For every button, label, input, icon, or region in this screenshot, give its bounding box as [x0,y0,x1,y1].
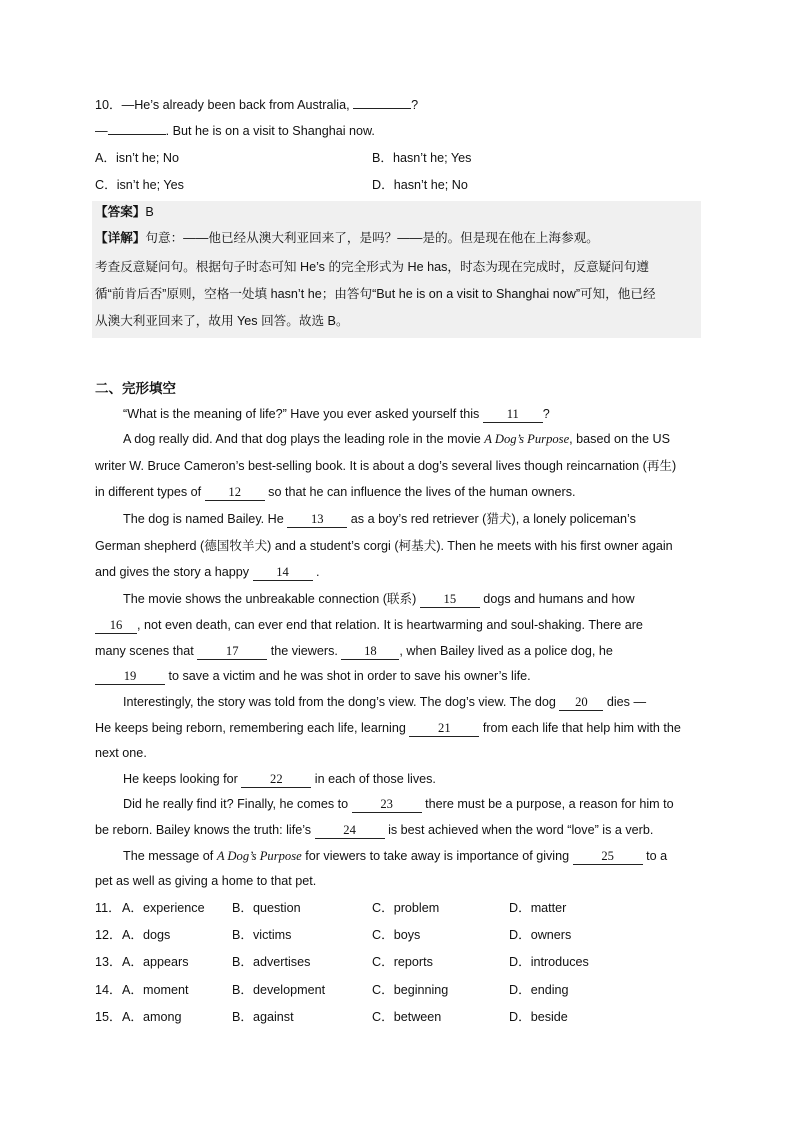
option-c[interactable]: C．boys [372,928,421,942]
blank-24: 24 [315,823,385,839]
blank-11: 11 [483,407,543,423]
blank-22: 22 [241,772,311,788]
passage-line: writer W. Bruce Cameron’s best-selling book. It is about a dog’s several lives though reincarnation (再生) [95,459,677,473]
option-a[interactable]: A．appears [122,955,189,969]
blank-20: 20 [559,695,603,711]
q10-option-d[interactable]: D．hasn’t he; No [372,178,468,192]
option-num: 14． [95,983,122,997]
passage-line: He keeps looking for 22 in each of those lives. [123,772,436,786]
detail-line-4: 从澳大利亚回来了，故用 Yes 回答。故选 B。 [95,314,349,328]
option-a[interactable]: A．experience [122,901,205,915]
q10-reply: — . But he is on a visit to Shanghai now. [95,124,375,138]
passage-line: He keeps being reborn, remembering each life, learning 21 from each life that help him with the [95,721,681,735]
option-c[interactable]: C．reports [372,955,433,969]
blank-15: 15 [420,592,480,608]
option-c[interactable]: C．beginning [372,983,449,997]
detail-line-2: 考查反意疑问句。根据句子时态可知 He’s 的完全形式为 He has，时态为现在完成时，反意疑问句遵 [95,260,649,274]
passage-line: A dog really did. And that dog plays the leading role in the movie A Dog’s Purpose, based on the US [123,432,670,446]
passage-line: pet as well as giving a home to that pet. [95,874,317,888]
option-num: 15． [95,1010,122,1024]
option-b[interactable]: B．development [232,983,326,997]
option-a[interactable]: A．among [122,1010,182,1024]
passage-line: next one. [95,746,147,760]
passage-line: in different types of 12 so that he can influence the lives of the human owners. [95,485,576,499]
option-d[interactable]: D．owners [509,928,572,942]
detail-line-3: 循“前肯后否”原则，空格一处填 hasn’t he；由答句“But he is on a visit to Shanghai now”可知，他已经 [95,287,656,301]
movie-title: A Dog’s Purpose [484,432,570,446]
q10-option-b[interactable]: B．hasn’t he; Yes [372,151,472,165]
option-b[interactable]: B．against [232,1010,294,1024]
blank-23: 23 [352,797,422,813]
q10-blank-1 [353,108,411,109]
option-d[interactable]: D．introduces [509,955,589,969]
section-heading: 二、完形填空 [95,381,176,396]
option-b[interactable]: B．victims [232,928,292,942]
blank-21: 21 [409,721,479,737]
option-num: 13． [95,955,122,969]
q10-stem: 10．—He’s already been back from Australia, ? [95,98,419,112]
passage-line: The dog is named Bailey. He 13 as a boy’s red retriever (猎犬), a lonely policeman’s [123,512,636,526]
passage-line: The message of A Dog’s Purpose for viewers to take away is importance of giving 25 to a [123,849,668,863]
blank-13: 13 [287,512,347,528]
option-c[interactable]: C．between [372,1010,442,1024]
passage-line: Interestingly, the story was told from the dong’s view. The dog’s view. The dog 20 dies — [123,695,647,709]
passage-line: and gives the story a happy 14 . [95,565,320,579]
blank-16: 16 [95,618,137,634]
movie-title: A Dog’s Purpose [216,849,302,863]
passage-line: German shepherd (德国牧羊犬) and a student’s corgi (柯基犬). Then he meets with his first owner again [95,539,673,553]
passage-line: many scenes that 17 the viewers. 18 , when Bailey lived as a police dog, he [95,644,613,658]
detail-line-1: 【详解】句意：——他已经从澳大利亚回来了，是吗？——是的。但是现在他在上海参观。 [95,231,599,245]
option-b[interactable]: B．question [232,901,301,915]
q10-option-c[interactable]: C．isn’t he; Yes [95,178,184,192]
option-num: 12． [95,928,122,942]
option-d[interactable]: D．ending [509,983,569,997]
q10-blank-2 [108,134,166,135]
blank-17: 17 [197,644,267,660]
option-c[interactable]: C．problem [372,901,440,915]
passage-line: “What is the meaning of life?” Have you ever asked yourself this 11 ? [123,407,550,421]
option-num: 11． [95,901,121,915]
option-b[interactable]: B．advertises [232,955,311,969]
option-d[interactable]: D．matter [509,901,567,915]
blank-25: 25 [573,849,643,865]
q10-option-a[interactable]: A．isn’t he; No [95,151,179,165]
blank-19: 19 [95,669,165,685]
option-d[interactable]: D．beside [509,1010,568,1024]
passage-line: Did he really find it? Finally, he comes to 23 there must be a purpose, a reason for him to [123,797,674,811]
passage-line: 19 to save a victim and he was shot in order to save his owner’s life. [95,667,531,685]
blank-12: 12 [205,485,265,501]
answer-line: 【答案】B [95,205,154,219]
blank-18: 18 [341,644,399,660]
passage-line: be reborn. Bailey knows the truth: life’s 24 is best achieved when the word “love” is a verb. [95,823,654,837]
blank-14: 14 [253,565,313,581]
option-a[interactable]: A．moment [122,983,189,997]
passage-line: The movie shows the unbreakable connection (联系) 15 dogs and humans and how [123,592,635,606]
option-a[interactable]: A．dogs [122,928,171,942]
passage-line: 16 , not even death, can ever end that relation. It is heartwarming and soul-shaking. There are [95,616,643,634]
